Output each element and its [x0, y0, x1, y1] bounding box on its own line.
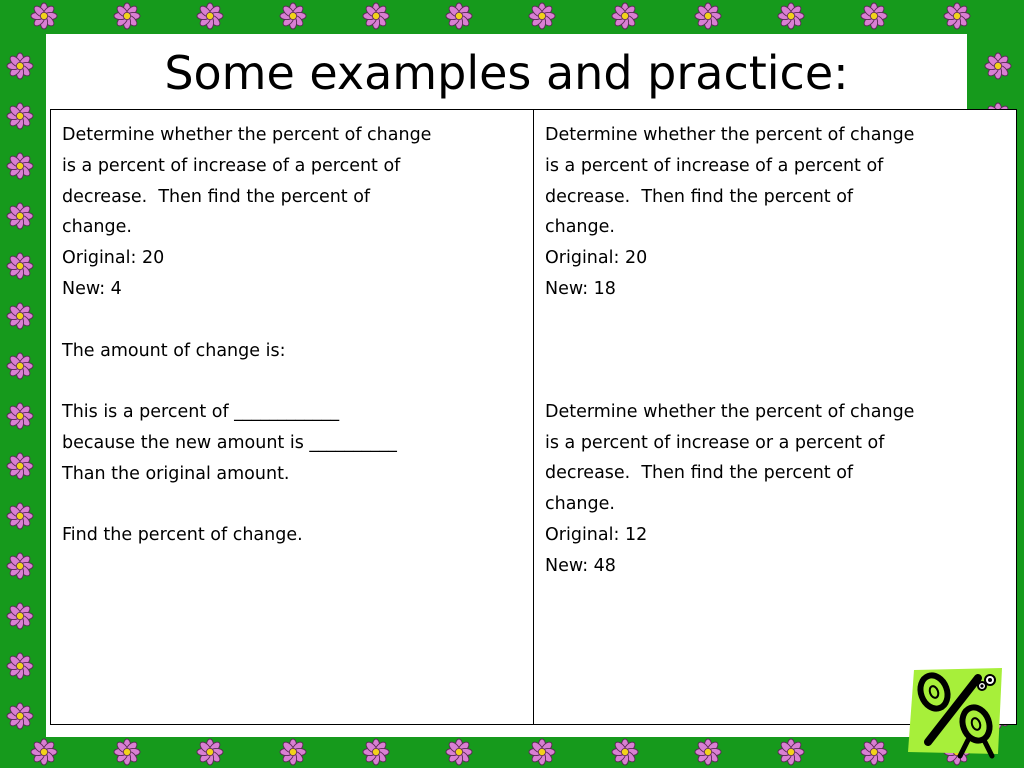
problem-text-line: Than the original amount.	[62, 463, 290, 484]
pink-flower-icon	[695, 739, 721, 765]
problem-spacer	[545, 305, 1006, 397]
problem-text-line: change.	[545, 494, 615, 515]
pink-flower-icon	[778, 739, 804, 765]
fill-in-blank-line: This is a percent of ____________	[62, 402, 340, 423]
new-value: New: 4	[62, 278, 122, 299]
pink-flower-icon	[280, 739, 306, 765]
blank-line	[62, 366, 523, 397]
pink-flower-icon	[197, 3, 223, 29]
problem-text-line: change.	[545, 217, 615, 238]
pink-flower-icon	[7, 103, 33, 129]
left-problem	[62, 120, 523, 551]
problem-text-line: decrease. Then find the percent of	[545, 186, 854, 207]
blank-line	[62, 305, 523, 336]
pink-flower-icon	[446, 739, 472, 765]
problem-text-line: is a percent of increase or a percent of	[545, 432, 885, 453]
pink-flower-icon	[7, 553, 33, 579]
problem-text-line: Determine whether the percent of change	[545, 125, 915, 145]
problem-text-line: decrease. Then find the percent of	[545, 463, 854, 484]
problem-text-line: Determine whether the percent of change	[62, 125, 432, 145]
new-value: New: 18	[545, 278, 616, 299]
problem-text-line: is a percent of increase of a percent of	[545, 155, 884, 176]
practice-table	[50, 109, 1017, 725]
find-percent-prompt: Find the percent of change.	[62, 525, 303, 546]
pink-flower-icon	[985, 53, 1011, 79]
pink-flower-icon	[778, 3, 804, 29]
right-problem-2	[545, 397, 1006, 582]
original-value: Original: 20	[62, 248, 165, 269]
pink-flower-icon	[197, 739, 223, 765]
pink-flower-icon	[861, 739, 887, 765]
pink-flower-icon	[446, 3, 472, 29]
pink-flower-icon	[280, 3, 306, 29]
fill-in-blank-line: because the new amount is __________	[62, 432, 397, 453]
pink-flower-icon	[363, 739, 389, 765]
pink-flower-icon	[7, 253, 33, 279]
left-practice-cell	[51, 110, 534, 725]
pink-flower-icon	[114, 739, 140, 765]
pink-flower-icon	[7, 153, 33, 179]
pink-flower-icon	[7, 453, 33, 479]
pink-flower-icon	[944, 3, 970, 29]
problem-text-line: Determine whether the percent of change	[545, 401, 915, 422]
pink-flower-icon	[7, 303, 33, 329]
amount-of-change-prompt: The amount of change is:	[62, 340, 286, 361]
pink-flower-icon	[612, 3, 638, 29]
slide-title: Some examples and practice:	[164, 46, 849, 100]
pink-flower-icon	[7, 403, 33, 429]
pink-flower-icon	[612, 739, 638, 765]
pink-flower-icon	[363, 3, 389, 29]
pink-flower-icon	[7, 53, 33, 79]
percent-character-icon	[906, 664, 1006, 759]
problem-text-line: change.	[62, 217, 132, 238]
pink-flower-icon	[529, 3, 555, 29]
pink-flower-icon	[695, 3, 721, 29]
pink-flower-icon	[861, 3, 887, 29]
original-value: Original: 12	[545, 524, 648, 545]
blank-line	[62, 490, 523, 521]
right-practice-cell	[534, 110, 1017, 725]
right-problem-1	[545, 120, 1006, 305]
pink-flower-icon	[114, 3, 140, 29]
original-value: Original: 20	[545, 248, 648, 269]
practice-row	[51, 110, 1017, 725]
problem-text-line: is a percent of increase of a percent of	[62, 155, 401, 176]
pink-flower-icon	[31, 739, 57, 765]
pink-flower-icon	[7, 353, 33, 379]
pink-flower-icon	[7, 653, 33, 679]
new-value: New: 48	[545, 555, 616, 576]
problem-text-line: decrease. Then find the percent of	[62, 186, 371, 207]
pink-flower-icon	[31, 3, 57, 29]
pink-flower-icon	[7, 703, 33, 729]
pink-flower-icon	[529, 739, 555, 765]
pink-flower-icon	[7, 603, 33, 629]
pink-flower-icon	[7, 203, 33, 229]
pink-flower-icon	[7, 503, 33, 529]
